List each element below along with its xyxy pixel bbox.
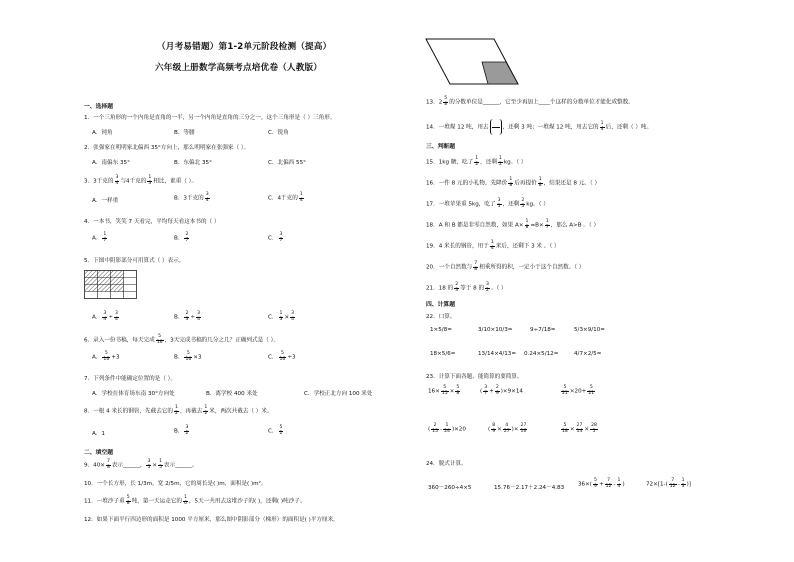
oral-item: 13/14×4/13= (478, 351, 517, 357)
q7-option-b: B．离学校 400 米处 (206, 391, 258, 397)
q5-grid-figure (84, 270, 138, 300)
q19-text: 19．4 米长的钢管，用于 $\frac{1}{4}$ 米后，还剩下 3 米 。（ ） (426, 240, 560, 251)
q7-option-c: C．学校正北方向 100 米处 (304, 391, 373, 397)
q24-expr-4: 72×[1-( $\frac{7}{12}$ - $\frac{1}{3}$ )] (646, 478, 691, 489)
q2-option-c: C．北偏西 55° (268, 160, 306, 166)
q24-expr-1: 360－260÷4×5 (428, 485, 472, 491)
q23-expr-5: ( $\frac{8}{9}$ × $\frac{4}{27}$ )× $\frac{27}{16}$ (488, 423, 527, 434)
section-calc: 四、计算题 (426, 302, 455, 308)
q4-text: 4．一本书，笑笑 7 天看完，平均每天看这本书的（ ） (84, 219, 220, 225)
q4-option-b: B． $\frac{2}{7}$ (174, 232, 189, 243)
q14-text: 14．一堆煤 12 吨，用去 ，还剩 3 吨；一堆煤 12 吨，用去它的 $\frac{1}{4}$ 后，还剩（ ）吨。 (426, 119, 652, 135)
q6-option-b: B． $\frac{5}{16}$ ×3 (174, 351, 202, 362)
q5-text: 5．下图中阴影部分可用算式（ ）表示。 (84, 258, 185, 264)
paper-title: （月考易错题）第1-2单元阶段检测（提高） (157, 42, 332, 52)
q5-option-c: C． $\frac{1}{3}$ × $\frac{3}{4}$ (268, 311, 295, 322)
q23-text: 23．计算下面各题，能简算的要简算。 (426, 374, 523, 380)
section-fill: 二、填空题 (84, 450, 113, 456)
q24-expr-3: 36×( $\frac{5}{9}$ + $\frac{7}{12}$ - $\frac{1}{4}$ ) (578, 478, 625, 489)
q2-option-b: B．东偏北 35° (174, 160, 212, 166)
q8-option-c: C． $\frac{5}{2}$ (268, 425, 283, 436)
q8-text: 8．一根 4 米长的钢管，先截去它的 $\frac{1}{2}$ ，再截去 $\frac{1}{2}$ 米，两次共截去（ ）米。 (84, 405, 273, 416)
oral-item: 18×5/6= (430, 351, 456, 357)
paper-subtitle: 六年级上册数学高频考点培优卷（人教版） (155, 63, 323, 73)
q3-text: 3．3千克的 $\frac{3}{4}$ 与4千克的 $\frac{1}{3}$ 相比，谁重（ ）。 (84, 175, 198, 186)
oral-item: 9÷7/18= (530, 327, 556, 333)
q23-expr-4: ( $\frac{2}{15}$ - $\frac{1}{24}$ )×20 (428, 423, 466, 434)
q6-option-c: C． $\frac{5}{16}$ ÷3 (268, 351, 296, 362)
q8-option-b: B． $\frac{3}{2}$ (174, 425, 189, 436)
q6-option-a: A． $\frac{5}{16}$ +3 (92, 351, 120, 362)
q6-text: 6．录入一份书稿，每天完成 $\frac{5}{16}$ ，3天完成书稿的几分之几？正确列式是（ ）。 (84, 334, 279, 345)
q23-expr-6: $\frac{5}{18}$ × $\frac{27}{14}$ × $\frac{28}{5}$ (562, 423, 597, 434)
oral-item: 3/10×10/3= (478, 327, 513, 333)
q20-text: 20．一个自然数与 $\frac{7}{8}$ 相乘所得的积，一定小于这个自然数。（ ） (426, 261, 585, 272)
q7-option-a: A．学校在体育场东南 30°方向处 (92, 391, 175, 397)
q24-expr-2: 15.76－2.17＋2.24－4.83 (494, 485, 565, 491)
q15-text: 15．1kg 糖，吃了 $\frac{1}{2}$ ，还剩 $\frac{1}{2}$ kg。（ ） (426, 156, 527, 167)
parallelogram-figure (424, 36, 520, 88)
q4-option-a: A． $\frac{1}{7}$ (92, 232, 107, 243)
q7-text: 7．下列条件中能确定位置的是（ ）。 (84, 376, 177, 382)
oral-item: 4/7×2/5= (574, 351, 602, 357)
section-choice: 一、选择题 (84, 104, 113, 110)
q1-text: 1．一个三角形的一个内角是直角的一半，另一个内角是直角的三分之一，这个三角形是（ ）三角形。 (84, 115, 336, 121)
q21-text: 21．18 的 $\frac{2}{3}$ 等于 8 的 $\frac{3}{2}$ 。（ ） (426, 282, 507, 293)
q18-text: 18．A 和 B 都是非零自然数，如果 A× $\frac{1}{8}$ =B× $\frac{1}{7}$ ，那么 A>B 。（ ） (426, 219, 600, 230)
q23-expr-2: ( $\frac{3}{7}$ + $\frac{2}{9}$ )×9×14 (480, 385, 523, 396)
oral-item: 1×5/8= (430, 327, 452, 333)
q23-expr-3: $\frac{5}{21}$ ×20+ $\frac{5}{21}$ (562, 385, 595, 396)
q11-text: 11．一堆沙子重 $\frac{5}{8}$ 吨，第一天运走它的 $\frac{1}{6}$ ，5天一共用去这堆沙子的( )，还剩( )吨沙子。 (84, 495, 306, 506)
q1-option-a: A．钝角 (92, 130, 113, 136)
q17-text: 17．一堆苹果重 5kg，吃了 $\frac{3}{5}$ ，还剩 $\frac{2}{5}$ kg。（ ） (426, 198, 549, 209)
q23-expr-1: 16× $\frac{5}{15}$ × $\frac{5}{8}$ (428, 385, 460, 396)
oral-item: 5/3×9/10= (574, 327, 605, 333)
fraction: $\frac{3}{4}$ (115, 175, 119, 186)
q3-option-a: A．一样重 (92, 198, 119, 204)
q5-option-a: A． $\frac{3}{4}$ ÷ $\frac{3}{4}$ (92, 311, 118, 322)
q1-option-b: B．等腰 (174, 130, 195, 136)
fraction: $\frac{1}{3}$ (148, 175, 152, 186)
q3-option-c: C．4千克的 $\frac{1}{4}$ (268, 192, 303, 203)
q8-option-a: A．1 (92, 431, 105, 437)
q10-text: 10．一个长方形，长 1/3m，宽 2/5m，它的周长是( )m，面积是( )m²。 (84, 481, 267, 487)
q9-text: 9．40× $\frac{7}{8}$ 表示______， $\frac{3}{5}$ × $\frac{1}{5}$ 表示______。 (84, 459, 198, 470)
oral-item: 0.24×5/12= (524, 351, 559, 357)
q22-text: 22．口算。 (426, 314, 456, 320)
q12-text: 12．如果下面平行四边形的面积是 1000 平方厘米，那么图中阴影部分（梯形）的面积是( )平方厘米。 (84, 517, 339, 523)
q2-option-a: A．南偏东 35° (92, 160, 130, 166)
section-judge: 三、判断题 (426, 144, 455, 150)
q24-text: 24．脱式计算。 (426, 461, 467, 467)
q5-option-b: B． $\frac{2}{3}$ ÷ $\frac{3}{4}$ (174, 311, 200, 322)
q13-text: 13．2 $\frac{5}{8}$ 的分数单位是______，它至少再加上____个这样的分数单位才能化成整数。 (426, 96, 634, 107)
q1-option-c: C．锐角 (268, 130, 289, 136)
q4-option-c: C． $\frac{3}{7}$ (268, 232, 283, 243)
q16-text: 16．一件 8 元的小礼物，先降价 $\frac{1}{8}$ 后再提价 $\frac{1}{8}$ ，结果还是 8 元。（ ） (426, 177, 601, 188)
q2-text: 2．张强家在明明家北偏西 35°方向上，那么明明家在张强家（ ）。 (84, 145, 250, 151)
q3-option-b: B．3千克的 $\frac{3}{4}$ (174, 192, 209, 203)
blank-fraction-box (490, 119, 502, 135)
